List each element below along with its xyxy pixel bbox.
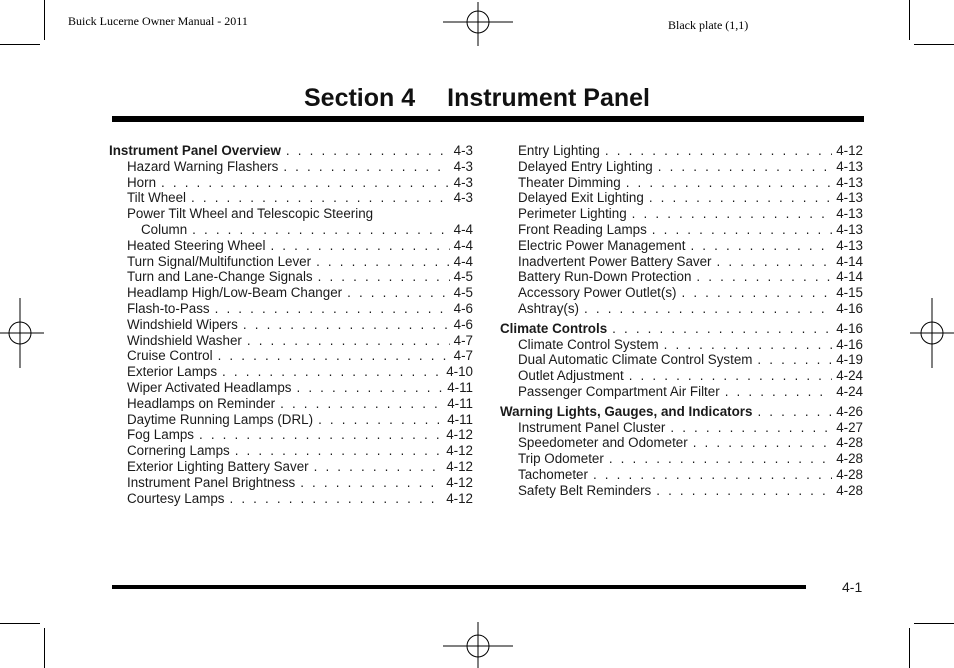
toc-entry-page: 4-7 xyxy=(453,332,473,348)
toc-entry-page: 4-24 xyxy=(836,368,863,384)
toc-entry-page: 4-16 xyxy=(836,300,863,316)
toc-entry[interactable] xyxy=(500,368,863,384)
toc-entry-label: Passenger Compartment Air Filter xyxy=(518,383,720,399)
toc-entry[interactable] xyxy=(109,269,473,285)
crop-mark xyxy=(909,0,910,40)
toc-entry-label: Safety Belt Reminders xyxy=(518,482,652,498)
dot-leader xyxy=(690,238,832,254)
toc-entry-page: 4-12 xyxy=(446,474,473,490)
toc-entry-label: Instrument Panel Brightness xyxy=(127,474,296,490)
toc-entry-label: Battery Run-Down Protection xyxy=(518,269,692,285)
toc-entry-label: Cornering Lamps xyxy=(127,443,230,459)
dot-leader xyxy=(296,380,443,396)
toc-entry[interactable] xyxy=(109,427,473,443)
toc-entry-label: Windshield Wipers xyxy=(127,316,238,332)
toc-entry-label: Accessory Power Outlet(s) xyxy=(518,285,677,301)
registration-mark-icon xyxy=(443,622,513,668)
dot-leader xyxy=(314,459,443,475)
toc-entry-label: Electric Power Management xyxy=(518,237,686,253)
toc-entry-label: Column xyxy=(141,221,188,237)
toc-entry-page: 4-13 xyxy=(836,158,863,174)
dot-leader xyxy=(318,269,450,285)
toc-entry-page: 4-3 xyxy=(453,143,473,158)
dot-leader xyxy=(652,222,832,238)
toc-entry-page: 4-6 xyxy=(453,300,473,316)
toc-entry-page: 4-13 xyxy=(836,206,863,222)
section-number: Section 4 xyxy=(304,84,416,112)
toc-entry[interactable] xyxy=(500,483,863,499)
toc-entry-page: 4-28 xyxy=(836,435,863,451)
toc-entry[interactable] xyxy=(500,269,863,285)
dot-leader xyxy=(235,443,442,459)
toc-entry-label: Wiper Activated Headlamps xyxy=(127,379,292,395)
dot-leader xyxy=(230,491,443,507)
toc-entry-page: 4-16 xyxy=(836,336,863,352)
toc-entry[interactable] xyxy=(109,206,473,222)
toc-entry[interactable] xyxy=(109,443,473,459)
dot-leader xyxy=(222,364,442,380)
toc-entry-page: 4-5 xyxy=(453,285,473,301)
page-number: 4-1 xyxy=(842,579,863,595)
toc-entry-page: 4-11 xyxy=(447,379,473,395)
toc-entry[interactable] xyxy=(109,143,473,159)
dot-leader xyxy=(247,333,450,349)
dot-leader xyxy=(717,254,833,270)
title-rule xyxy=(112,116,864,122)
toc-entry[interactable] xyxy=(500,254,863,270)
dot-leader xyxy=(725,384,833,400)
toc-entry[interactable] xyxy=(500,285,863,301)
crop-mark xyxy=(914,623,954,624)
toc-entry-page: 4-12 xyxy=(446,427,473,443)
toc-entry-label: Climate Control System xyxy=(518,336,659,352)
toc-entry[interactable] xyxy=(500,238,863,254)
toc-entry-page: 4-24 xyxy=(836,383,863,399)
dot-leader xyxy=(632,206,833,222)
toc-entry-page: 4-5 xyxy=(453,269,473,285)
toc-entry-page: 4-4 xyxy=(453,253,473,269)
dot-leader xyxy=(318,412,443,428)
toc-entry-label: Theater Dimming xyxy=(518,174,621,190)
dot-leader xyxy=(192,222,449,238)
dot-leader xyxy=(656,483,832,499)
toc-entry-page: 4-14 xyxy=(836,269,863,285)
document-header-title: Buick Lucerne Owner Manual - 2011 xyxy=(68,14,248,28)
toc-entry-page: 4-13 xyxy=(836,221,863,237)
toc-entry[interactable] xyxy=(109,348,473,364)
toc-entry-page: 4-19 xyxy=(836,352,863,368)
dot-leader xyxy=(218,348,450,364)
toc-entry-page: 4-12 xyxy=(446,443,473,459)
dot-leader xyxy=(584,301,832,317)
toc-entry-label: Daytime Running Lamps (DRL) xyxy=(127,411,314,427)
toc-entry-label: Front Reading Lamps xyxy=(518,221,647,237)
toc-entry[interactable] xyxy=(109,317,473,333)
toc-entry-label: Fog Lamps xyxy=(127,427,194,443)
crop-mark xyxy=(0,623,40,624)
toc-entry-page: 4-4 xyxy=(453,221,473,237)
toc-entry-page: 4-28 xyxy=(836,466,863,482)
dot-leader xyxy=(629,368,832,384)
toc-entry-page: 4-12 xyxy=(836,143,863,158)
dot-leader xyxy=(696,269,832,285)
toc-entry-label: Outlet Adjustment xyxy=(518,368,624,384)
toc-entry-page: 4-13 xyxy=(836,190,863,206)
toc-entry-page: 4-15 xyxy=(836,285,863,301)
toc-entry-label: Delayed Exit Lighting xyxy=(518,190,644,206)
toc-entry[interactable] xyxy=(109,159,473,175)
dot-leader xyxy=(199,427,442,443)
dot-leader xyxy=(300,475,442,491)
dot-leader xyxy=(161,175,450,191)
toc-entry-label: Cruise Control xyxy=(127,348,213,364)
toc-entry-page: 4-10 xyxy=(446,364,473,380)
toc-entry[interactable] xyxy=(109,190,473,206)
toc-entry[interactable] xyxy=(500,159,863,175)
toc-entry-label: Exterior Lamps xyxy=(127,364,218,380)
page-title xyxy=(0,84,954,113)
toc-entry[interactable] xyxy=(109,238,473,254)
toc-entry-label: Trip Odometer xyxy=(518,451,604,467)
dot-leader xyxy=(658,159,832,175)
dot-leader xyxy=(612,321,832,337)
dot-leader xyxy=(757,352,832,368)
toc-entry[interactable] xyxy=(109,222,473,238)
toc-entry[interactable] xyxy=(109,412,473,428)
toc-entry-label: Turn and Lane-Change Signals xyxy=(127,269,313,285)
toc-entry[interactable] xyxy=(500,451,863,467)
dot-leader xyxy=(649,190,832,206)
toc-entry[interactable] xyxy=(500,337,863,353)
toc-entry-label: Horn xyxy=(127,174,157,190)
dot-leader xyxy=(286,143,450,159)
registration-mark-icon xyxy=(443,2,513,46)
toc-entry[interactable] xyxy=(500,321,863,337)
toc-entry-label: Turn Signal/Multifunction Lever xyxy=(127,253,312,269)
toc-entry-page: 4-13 xyxy=(836,174,863,190)
toc-entry-label: Inadvertent Power Battery Saver xyxy=(518,253,712,269)
toc-entry-page: 4-4 xyxy=(453,237,473,253)
toc-entry[interactable] xyxy=(500,190,863,206)
toc-entry[interactable] xyxy=(500,435,863,451)
toc-entry[interactable] xyxy=(500,143,863,159)
toc-entry-label: Warning Lights, Gauges, and Indicators xyxy=(500,403,753,419)
plate-label: Black plate (1,1) xyxy=(668,18,749,32)
crop-mark xyxy=(914,44,954,45)
toc-entry[interactable] xyxy=(109,301,473,317)
toc-entry-label: Power Tilt Wheel and Telescopic Steering xyxy=(127,206,374,222)
toc-entry-label: Climate Controls xyxy=(500,320,608,336)
toc-entry[interactable] xyxy=(500,175,863,191)
registration-mark-icon xyxy=(0,298,44,368)
toc-entry[interactable] xyxy=(109,475,473,491)
toc-entry[interactable] xyxy=(109,459,473,475)
toc-entry[interactable] xyxy=(500,352,863,368)
toc-entry-page: 4-28 xyxy=(836,482,863,498)
toc-entry-label: Headlamp High/Low-Beam Changer xyxy=(127,285,343,301)
toc-entry-page: 4-12 xyxy=(446,490,473,506)
toc-entry[interactable] xyxy=(500,384,863,400)
crop-mark xyxy=(44,628,45,668)
footer-rule xyxy=(112,585,806,589)
toc-entry-label: Perimeter Lighting xyxy=(518,206,627,222)
toc-entry-page: 4-7 xyxy=(453,348,473,364)
toc-entry[interactable] xyxy=(500,420,863,436)
toc-entry-page: 4-12 xyxy=(446,458,473,474)
toc-entry-page: 4-28 xyxy=(836,451,863,467)
toc-left-column xyxy=(109,143,473,506)
toc-entry-label: Headlamps on Reminder xyxy=(127,395,276,411)
dot-leader xyxy=(593,467,832,483)
registration-mark-icon xyxy=(910,298,954,368)
toc-entry-page: 4-3 xyxy=(453,158,473,174)
toc-entry-page: 4-3 xyxy=(453,190,473,206)
toc-entry-label: Instrument Panel Cluster xyxy=(518,419,666,435)
toc-entry-label: Courtesy Lamps xyxy=(127,490,225,506)
toc-entry-label: Exterior Lighting Battery Saver xyxy=(127,458,309,474)
toc-entry-label: Tachometer xyxy=(518,466,588,482)
toc-entry-label: Windshield Washer xyxy=(127,332,242,348)
toc-right-column xyxy=(500,143,863,499)
toc-entry-page: 4-13 xyxy=(836,237,863,253)
toc-entry-label: Tilt Wheel xyxy=(127,190,187,206)
toc-entry-page: 4-11 xyxy=(447,411,473,427)
dot-leader xyxy=(605,143,832,159)
dot-leader xyxy=(664,337,833,353)
section-name: Instrument Panel xyxy=(447,84,650,112)
toc-entry-page: 4-6 xyxy=(453,316,473,332)
toc-entry[interactable] xyxy=(500,206,863,222)
toc-entry-page: 4-27 xyxy=(836,419,863,435)
toc-entry-page: 4-14 xyxy=(836,253,863,269)
crop-mark xyxy=(44,0,45,40)
toc-entry-label: Hazard Warning Flashers xyxy=(127,158,279,174)
dot-leader xyxy=(316,254,450,270)
dot-leader xyxy=(757,404,832,420)
toc-entry-page: 4-16 xyxy=(836,320,863,336)
dot-leader xyxy=(682,285,833,301)
toc-entry-label: Dual Automatic Climate Control System xyxy=(518,352,753,368)
toc-entry-label: Ashtray(s) xyxy=(518,300,580,316)
toc-entry[interactable] xyxy=(109,333,473,349)
crop-mark xyxy=(0,44,40,45)
toc-entry[interactable] xyxy=(109,175,473,191)
toc-entry[interactable] xyxy=(500,467,863,483)
toc-entry-page: 4-11 xyxy=(447,395,473,411)
toc-entry-label: Flash-to-Pass xyxy=(127,300,210,316)
toc-entry[interactable] xyxy=(109,364,473,380)
dot-leader xyxy=(693,435,832,451)
toc-entry-page: 4-3 xyxy=(453,174,473,190)
toc-entry-label: Entry Lighting xyxy=(518,143,600,158)
toc-entry[interactable] xyxy=(500,404,863,420)
dot-leader xyxy=(670,420,832,436)
toc-entry[interactable] xyxy=(500,301,863,317)
dot-leader xyxy=(283,159,449,175)
dot-leader xyxy=(280,396,443,412)
toc-entry[interactable] xyxy=(500,222,863,238)
toc-entry-label: Heated Steering Wheel xyxy=(127,237,266,253)
dot-leader xyxy=(243,317,450,333)
toc-entry[interactable] xyxy=(109,254,473,270)
toc-entry[interactable] xyxy=(109,285,473,301)
dot-leader xyxy=(626,175,832,191)
dot-leader xyxy=(347,285,450,301)
dot-leader xyxy=(191,190,450,206)
toc-entry[interactable] xyxy=(109,380,473,396)
toc-entry-page: 4-26 xyxy=(836,403,863,419)
toc-entry-label: Delayed Entry Lighting xyxy=(518,158,653,174)
toc-entry-label: Instrument Panel Overview xyxy=(109,143,281,158)
dot-leader xyxy=(270,238,449,254)
toc-entry-label: Speedometer and Odometer xyxy=(518,435,688,451)
toc-entry[interactable] xyxy=(109,491,473,507)
crop-mark xyxy=(909,628,910,668)
dot-leader xyxy=(215,301,450,317)
toc-entry[interactable] xyxy=(109,396,473,412)
dot-leader xyxy=(609,451,832,467)
